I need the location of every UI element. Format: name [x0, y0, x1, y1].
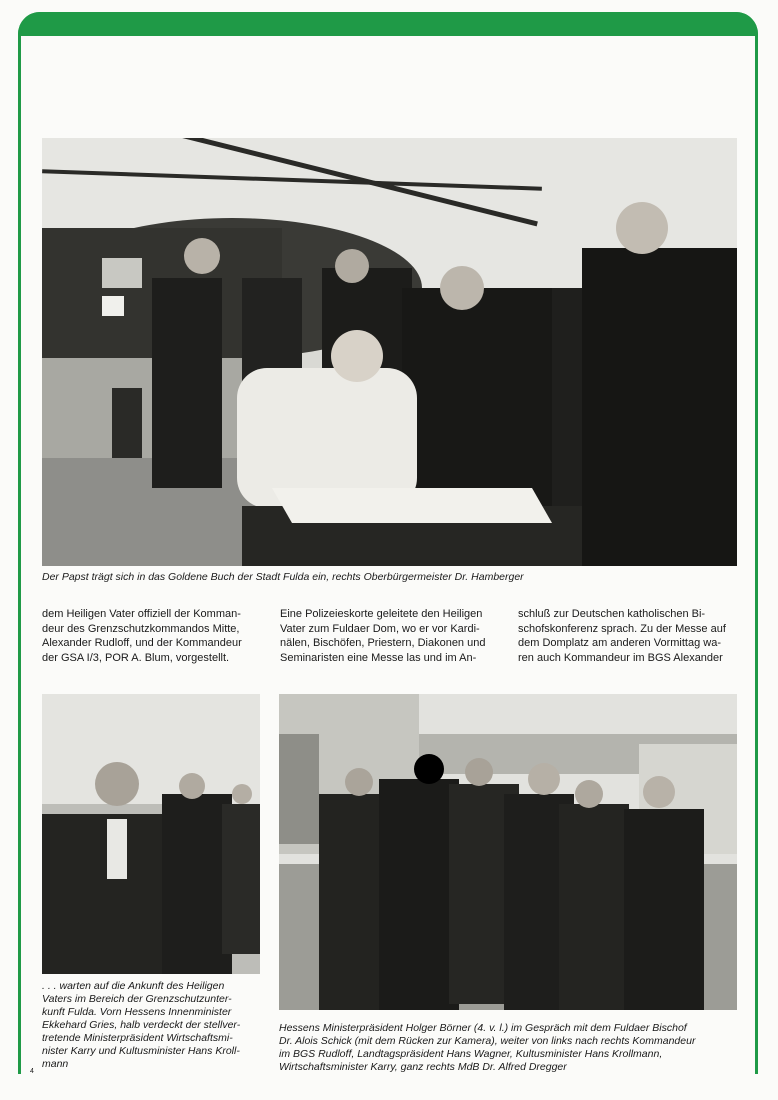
body-line: schluß zur Deutschen katholischen Bi- [518, 608, 706, 620]
caption-top: Der Papst trägt sich in das Goldene Buch der Stadt Fulda ein, rechts Oberbürgermeister Dr. Hamberger [42, 571, 524, 583]
caption-line: Vaters im Bereich der Grenzschutzunter- [42, 993, 232, 1005]
photo-pope-signing-graphic [42, 138, 737, 566]
caption-bottom-right [279, 1022, 749, 1074]
photo-officials-waiting-graphic [42, 694, 260, 974]
caption-line: . . . warten auf die Ankunft des Heiligen [42, 980, 225, 992]
body-column-2 [280, 607, 498, 665]
caption-line: mann [42, 1058, 69, 1070]
caption-line: Ekkehard Gries, halb verdeckt der stellver- [42, 1019, 241, 1031]
body-line: nälen, Bischöfen, Priestern, Diakonen und [280, 637, 486, 649]
caption-line: kunft Fulda. Vorn Hessens Innenminister [42, 1006, 232, 1018]
body-line: Alexander Rudloff, und der Kommandeur [42, 637, 242, 649]
photo-officials-waiting [42, 694, 260, 974]
body-line: dem Domplatz am anderen Vormittag wa- [518, 637, 721, 649]
body-line: Eine Polizeieskorte geleitete den Heiligen [280, 608, 483, 620]
body-column-1 [42, 607, 262, 665]
caption-line: nister Karry und Kultusminister Hans Kroll- [42, 1045, 240, 1057]
caption-line: tretende Ministerpräsident Wirtschaftsmi- [42, 1032, 233, 1044]
body-column-3 [518, 607, 738, 665]
photo-officials-conversation-graphic [279, 694, 737, 1010]
caption-bottom-left [42, 980, 267, 1071]
body-line: ren auch Kommandeur im BGS Alexander [518, 651, 723, 664]
body-line: der GSA I/3, POR A. Blum, vorgestellt. [42, 651, 230, 664]
caption-line: Dr. Alois Schick (mit dem Rücken zur Kamera), weiter von links nach rechts Kommandeur [279, 1035, 696, 1047]
photo-pope-signing [42, 138, 737, 566]
caption-line: im BGS Rudloff, Landtagspräsident Hans Wagner, Kultusminister Hans Krollmann, [279, 1048, 663, 1060]
body-line: Seminaristen eine Messe las und im An- [280, 651, 477, 664]
body-line: Vater zum Fuldaer Dom, wo er vor Kardi- [280, 622, 480, 635]
body-line: dem Heiligen Vater offiziell der Komman- [42, 608, 241, 620]
caption-line: Wirtschaftsminister Karry, ganz rechts MdB Dr. Alfred Dregger [279, 1061, 567, 1073]
body-line: deur des Grenzschutzkommandos Mitte, [42, 622, 240, 635]
body-line: schofskonferenz sprach. Zu der Messe auf [518, 622, 726, 635]
caption-line: Hessens Ministerpräsident Holger Börner (4. v. l.) im Gespräch mit dem Fuldaer Bischof [279, 1022, 687, 1034]
photo-officials-conversation [279, 694, 737, 1010]
page-number: 4 [30, 1068, 34, 1075]
